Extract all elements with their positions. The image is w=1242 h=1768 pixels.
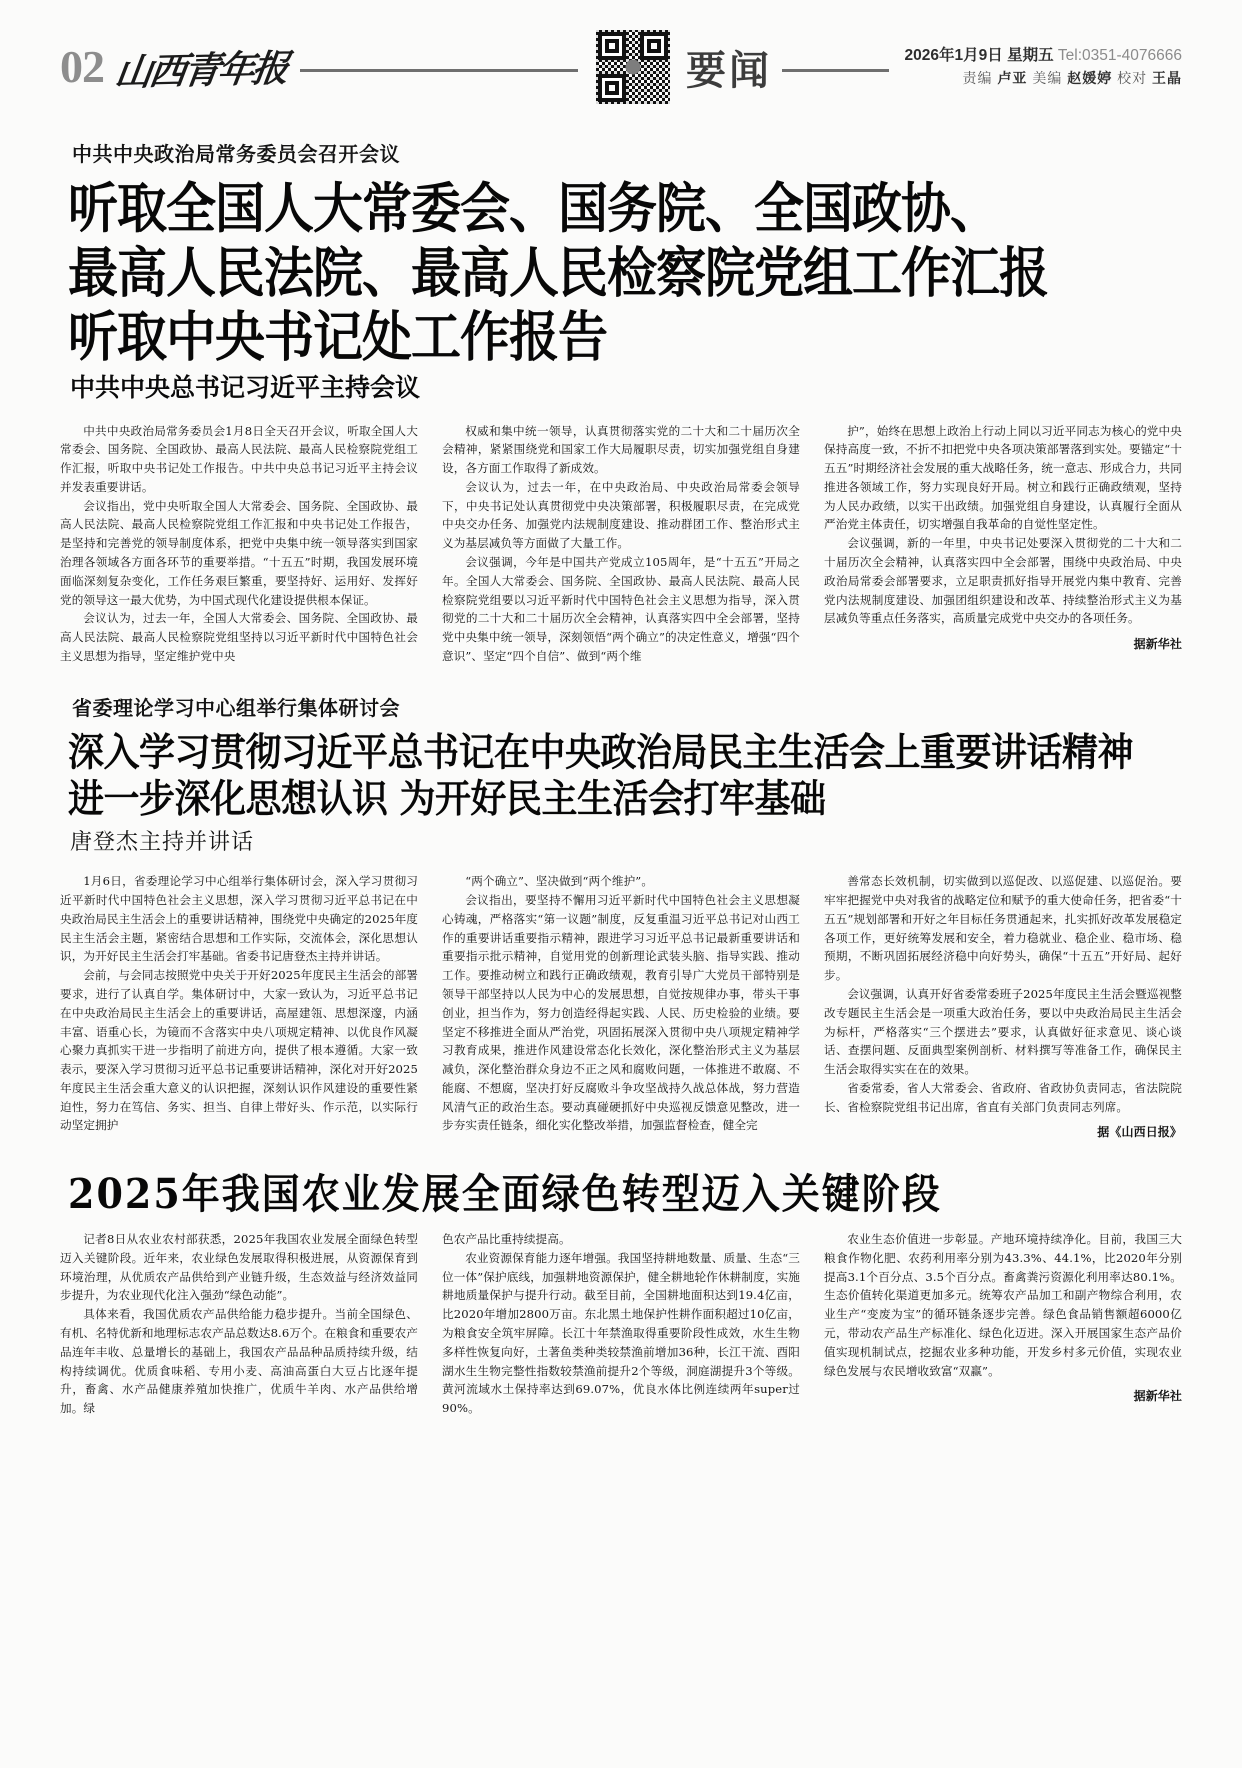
publication-date: 2026年1月9日 星期五: [904, 47, 1054, 65]
proofreader-label: 校对: [1117, 70, 1148, 87]
paragraph: 1月6日，省委理论学习中心组举行集体研讨会，深入学习贯彻习近平新时代中国特色社会主义思想，深入学习贯彻习近平总书记在中央政治局民主生活会上的重要讲话精神，围绕党中央确定的2025年度民主生活会主题，紧密结合思想和工作实际，交流体会，深化思想认识，为开好民主生活会打牢基础。省委书记唐登杰主持并讲话。: [60, 874, 418, 964]
paragraph: 记者8日从农业农村部获悉，2025年我国农业发展全面绿色转型迈入关键阶段。近年来，农业绿色发展取得积极进展，从资源保育到环境治理，从优质农产品供给到产业链升级，生态效益与经济效益同步提升，为农业现代化注入强劲“绿色动能”。: [60, 1232, 418, 1303]
paragraph: 会前，与会同志按照党中央关于开好2025年度民主生活会的部署要求，进行了认真自学。集体研讨中，大家一致认为，习近平总书记在中央政治局民主生活会上的重要讲话，高屋建瓴、思想深邃，内涵丰富、语重心长，为镜而不含落实中央八项规定精神、以优良作风凝心聚力真抓实干进一步指明了前进方向，提供了根本遵循。大家一致表示，要深入学习贯彻习近平总书记重要讲话精神，深化对开好2025年度民主生活会重大意义的认识把握，深刻认识作风建设的重要性紧迫性，努力在笃信、务实、担当、自律上带好头、作示范，以实际行动坚定拥护: [60, 968, 418, 1133]
paragraph: 色农产品比重持续提高。: [442, 1232, 571, 1247]
paragraph: 农业生态价值进一步彰显。产地环境持续净化。目前，我国三大粮食作物化肥、农药利用率分别为43.3%、44.1%，比2020年分别提高3.1个百分点、3.5个百分点。畜禽粪污资源化利用率达80.1%。生态价值转化渠道更加多元。统筹农产品加工和副产物综合利用，农业生产“变废为宝”的循环链条逐步完善。绿色食品销售额超6000亿元，带动农产品生产标准化、绿色化迈进。深入开展国家生态产品价值实现机制试点，挖掘农业多种功能，开发乡村多元价值，实现农业绿色发展与农民增收致富“双赢”。: [824, 1232, 1182, 1378]
article1-source: 据新华社: [1133, 637, 1182, 652]
article1-columns: [60, 422, 1182, 666]
masthead-rule-right: [782, 69, 889, 72]
article1-headline-line-1: 听取全国人大常委会、国务院、全国政协、: [68, 176, 999, 240]
art-editor-label: 美编: [1032, 70, 1063, 87]
article-third: [60, 1143, 1182, 1418]
paragraph: 会议指出，要坚持不懈用习近平新时代中国特色社会主义思想凝心铸魂，严格落实“第一议题”制度，反复重温习近平总书记对山西工作的重要讲话重要指示精神，跟进学习习近平总书记最新重要讲话和重要指示批示精神，自觉用党的创新理论武装头脑、指导实践、推动工作。要推动树立和践行正确政绩观，教育引导广大党员干部特别是领导干部坚持以人民为中心的发展思想，自觉按规律办事，带头干事创业，担当作为，努力创造经得起实践、人民、历史检验的业绩。要坚定不移推进全面从严治党，巩固拓展深入贯彻中央八项规定精神学习教育成果，推进作风建设常态化长效化，深化整治形式主义为基层减负，深化整治群众身边不正之风和腐败问题，一体推进不敢腐、不能腐、不想腐，坚决打好反腐败斗争攻坚战持久战总体战，努力营造风清气正的政治生态。要动真碰硬抓好中央巡视反馈意见整改，进一步夯实责任链条，细化实化整改举措，加强监督检查，健全完: [442, 893, 800, 1133]
paragraph: 会议认为，过去一年，在中央政治局、中央政治局常委会领导下，中央书记处认真贯彻党中央决策部署，积极履职尽责，在完成党中央交办任务、加强党内法规制度建设、推动群团工作、整治形式主义为基层减负等方面做了大量工作。: [442, 479, 800, 551]
article2-byline: 唐登杰主持并讲话: [70, 830, 255, 856]
article2-headline-line-2: 进一步深化思想认识 为开好民主生活会打牢基础: [68, 775, 826, 822]
article2-columns: [60, 872, 1182, 1143]
article-lead: [60, 112, 1182, 666]
article1-headline: [68, 176, 1182, 369]
article3-headline: 2025年我国农业发展全面绿色转型迈入关键阶段: [68, 1168, 942, 1218]
article1-column-2: [442, 422, 800, 666]
paragraph: 会议强调，认真开好省委常委班子2025年度民主生活会暨巡视整改专题民主生活会是一项重大政治任务，要以中央政治局民主生活会为标杆，严格落实“三个摆进去”要求，认真做好征求意见、谈心谈话、查摆问题、反面典型案例剖析、材料撰写等准备工作，确保民主生活会取得实实在在的效果。: [824, 987, 1182, 1077]
article2-column-2: [442, 872, 800, 1143]
article1-column-3: [824, 422, 1182, 666]
masthead: [60, 0, 1182, 112]
publication-date-line: [905, 44, 1182, 68]
article1-subhead: 中共中央总书记习近平主持会议: [70, 372, 421, 402]
qr-code-icon[interactable]: [596, 30, 670, 104]
art-editor-name: 赵媛婷: [1067, 70, 1113, 87]
article3-column-1: [60, 1230, 418, 1418]
article2-kicker: 省委理论学习中心组举行集体研讨会: [72, 695, 400, 720]
article-second: [60, 666, 1182, 1143]
article3-source: 据新华社: [1133, 1389, 1182, 1404]
paragraph: “两个确立”、坚决做到“两个维护”。: [465, 874, 654, 889]
editor-name: 卢亚: [997, 70, 1028, 87]
paper-nameplate: 山西青年报: [112, 45, 289, 95]
article1-column-1: [60, 422, 418, 666]
paragraph: 中共中央政治局常务委员会1月8日全天召开会议，听取全国人大常委会、国务院、全国政协、最高人民法院、最高人民检察院党组工作汇报，听取中央书记处工作报告。中共中央总书记习近平主持会议并发表重要讲话。: [60, 423, 418, 494]
article3-columns: [60, 1230, 1182, 1418]
paragraph: 会议指出，党中央听取全国人大常委会、国务院、全国政协、最高人民法院、最高人民检察院党组工作汇报和中央书记处工作报告，是坚持和完善党的领导制度体系，把党中央集中统一领导落实到国家治理各领域各方面各环节的重要举措。“十五五”时期，我国发展环境面临深刻复杂变化，工作任务艰巨繁重，要坚持好、运用好、发挥好党的领导这一最大优势，为中国式现代化建设提供根本保证。: [60, 498, 418, 607]
article2-headline-line-1: 深入学习贯彻习近平总书记在中央政治局民主生活会上重要讲话精神: [68, 729, 1134, 776]
paragraph: 具体来看，我国优质农产品供给能力稳步提升。当前全国绿色、有机、名特优新和地理标志农产品总数达8.6万个。在粮食和重要农产品连年丰收、总量增长的基础上，我国农产品品种品质持续升级，结构持续调优。优质食味稻、专用小麦、高油高蛋白大豆占比逐年提升，畜禽、水产品健康养殖加快推广，优质牛羊肉、水产品供给增加。绿: [60, 1307, 418, 1416]
publication-meta: [905, 44, 1182, 90]
article1-headline-line-2: 最高人民法院、最高人民检察院党组工作汇报: [68, 240, 1048, 304]
article2-column-1: [60, 872, 418, 1143]
paragraph: 会议认为，过去一年，全国人大常委会、国务院、全国政协、最高人民法院、最高人民检察院党组坚持以习近平新时代中国特色社会主义思想为指导，坚定维护党中央: [60, 611, 418, 663]
proofreader-name: 王晶: [1152, 70, 1182, 87]
paragraph: 护”，始终在思想上政治上行动上同以习近平同志为核心的党中央保持高度一致，不折不扣把党中央各项决策部署落到实处。要锚定“十五五”时期经济社会发展的重大战略任务，统一意志、形成合力，共同推进各领域工作，努力实现良好开局。树立和践行正确政绩观，坚持为人民办政绩，以实干出政绩。加强党组自身建设，认真履行全面从严治党主体责任，切实增强自我革命的自觉性坚定性。: [824, 423, 1182, 532]
paragraph: 会议强调，新的一年里，中央书记处要深入贯彻党的二十大和二十届历次全会精神，认真落实四中全会部署，围绕中央政治局、中央政治局常委会部署要求，立足职责抓好指导开展党内集中教育、完善党内法规制度建设、加强团组织建设和改革、持续整治形式主义为基层减负等重点任务落实，高质量完成党中央交办的各项任务。: [824, 536, 1182, 626]
paragraph: 农业资源保育能力逐年增强。我国坚持耕地数量、质量、生态“三位一体”保护底线，加强耕地资源保护，健全耕地轮作休耕制度，实施耕地质量保护与提升行动。截至目前，全国耕地面积达到19.4亿亩，比2020年增加2800万亩。东北黑土地保护性耕作面积超过10亿亩，为粮食安全筑牢屏障。长江十年禁渔取得重要阶段性成效，水生生物多样性恢复向好，土著鱼类种类较禁渔前增加36种，长江干流、酉阳湖水生生物完整性指数较禁渔前提升2个等级，洞庭湖提升3个等级。黄河流域水土保持率达到69.07%，优良水体比例连续两年super过90%。: [442, 1250, 800, 1416]
article2-headline: [68, 730, 1182, 823]
article1-kicker: 中共中央政治局常务委员会召开会议: [72, 142, 400, 166]
paragraph: 会议强调，今年是中国共产党成立105周年，是“十五五”开局之年。全国人大常委会、国务院、全国政协、最高人民法院、最高人民检察院党组要以习近平新时代中国特色社会主义思想为指导，深入贯彻党的二十大和二十届历次全会精神，认真落实四中全会部署，坚持党中央集中统一领导，深刻领悟“两个确立”的决定性意义，增强“四个意识”、坚定“四个自信”、做到“两个维: [442, 554, 800, 663]
section-title: 要闻: [686, 46, 772, 94]
page-folio-number: 02: [60, 41, 104, 92]
staff-credits: [905, 68, 1182, 90]
paragraph: 权威和集中统一领导，认真贯彻落实党的二十大和二十届历次全会精神，紧紧围绕党和国家工作大局履职尽责，切实加强党组自身建设，各方面工作取得了新成效。: [442, 423, 800, 476]
telephone: Tel:0351-4076666: [1057, 47, 1182, 65]
masthead-rule-left: [300, 69, 578, 72]
article3-column-3: [824, 1230, 1182, 1418]
article2-source: 据《山西日报》: [1097, 1125, 1182, 1140]
editor-label: 责编: [962, 70, 993, 87]
article1-headline-line-3: 听取中央书记处工作报告: [68, 304, 607, 369]
article3-column-2: [442, 1230, 800, 1418]
paragraph: 省委常委，省人大常委会、省政府、省政协负责同志，省法院院长、省检察院党组书记出席，省直有关部门负责同志列席。: [824, 1080, 1182, 1114]
paragraph: 善常态长效机制，切实做到以巡促改、以巡促建、以巡促治。要牢牢把握党中央对我省的战略定位和赋予的重大使命任务，把省委“十五五”规划部署和开好之年目标任务贯通起来，扎实抓好改革发展稳定各项工作，更好统筹发展和安全，着力稳就业、稳企业、稳市场、稳预期，不断巩固拓展经济稳中向好势头，确保“十五五”开好局、起好步。: [824, 874, 1182, 983]
article2-column-3: [824, 872, 1182, 1143]
